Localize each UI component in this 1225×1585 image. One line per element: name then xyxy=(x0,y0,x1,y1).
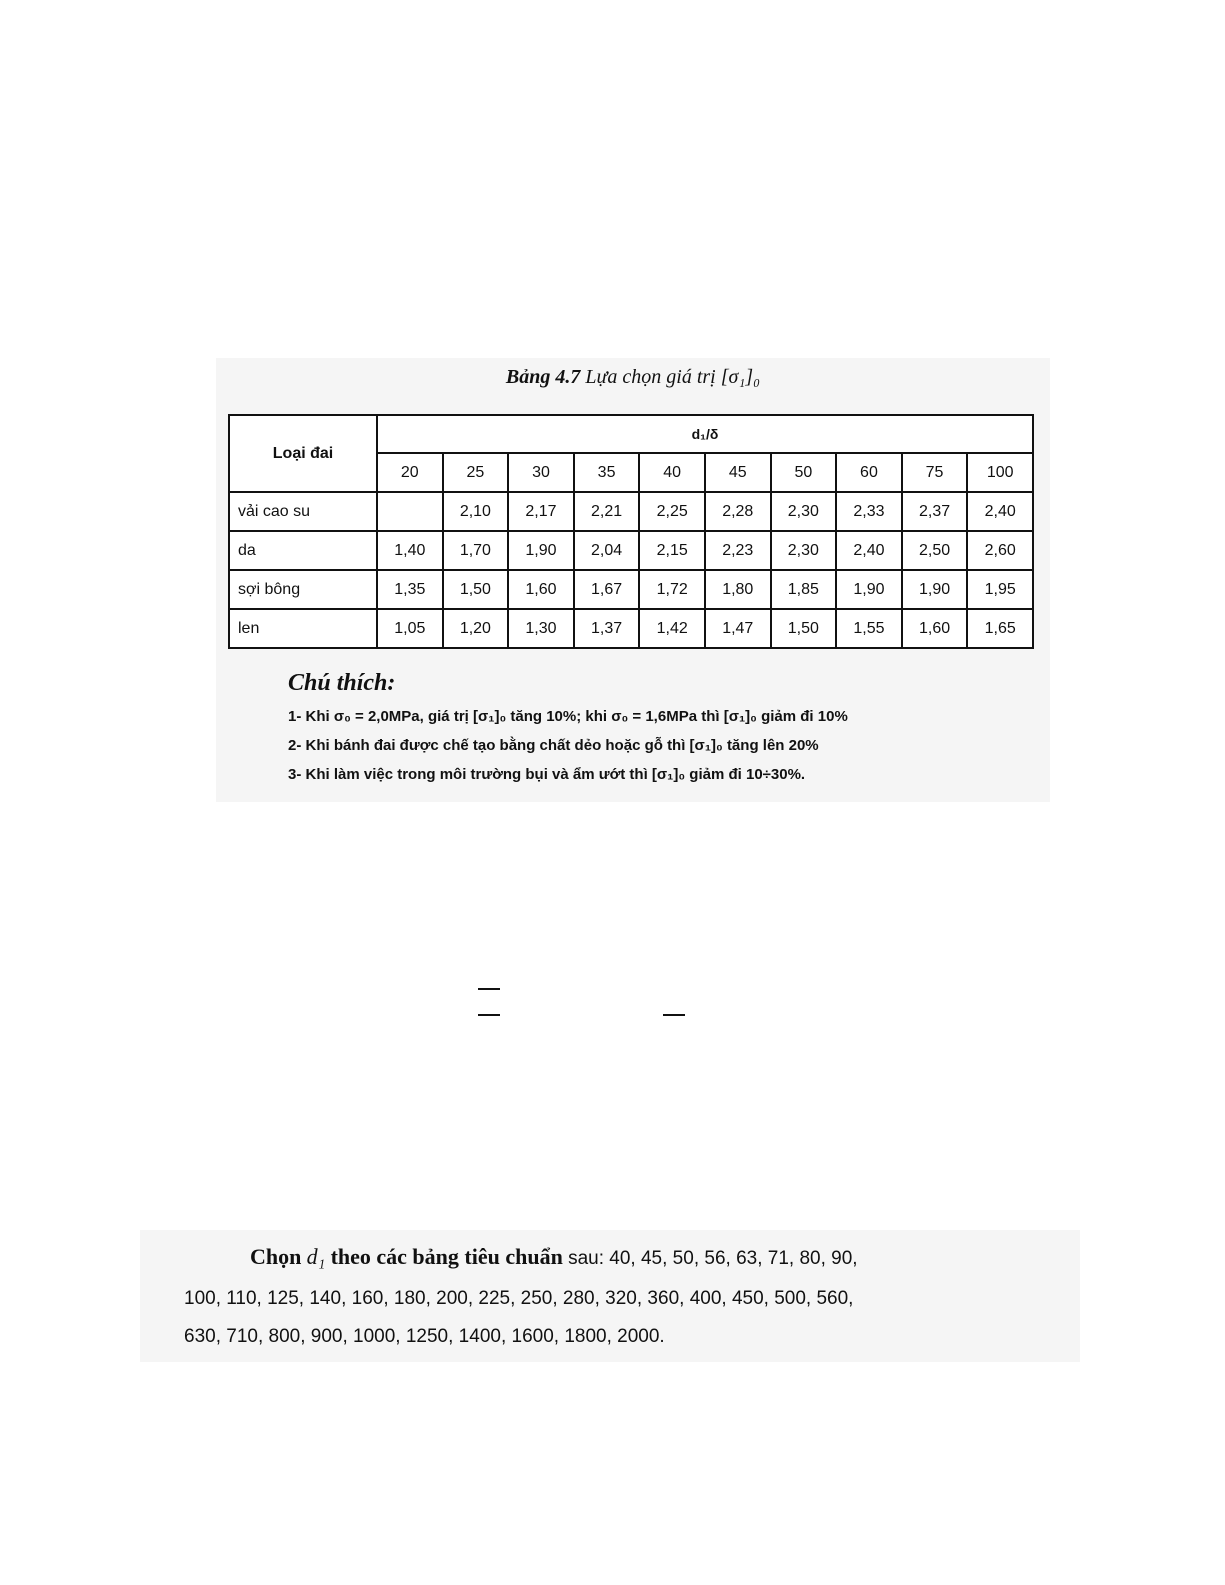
table-row xyxy=(229,609,1033,648)
table-cell: 1,55 xyxy=(836,609,902,648)
table-cell: 1,65 xyxy=(967,609,1033,648)
table-row xyxy=(229,492,1033,531)
table-cell: 2,33 xyxy=(836,492,902,531)
table-cell: 2,28 xyxy=(705,492,771,531)
row-label: len xyxy=(229,609,377,648)
row-label: da xyxy=(229,531,377,570)
table-cell: 1,05 xyxy=(377,609,443,648)
table-cell: 1,95 xyxy=(967,570,1033,609)
table-cell: 2,15 xyxy=(639,531,705,570)
col-header: 45 xyxy=(705,453,771,492)
table-section xyxy=(216,358,1050,802)
table-row xyxy=(229,570,1033,609)
table-cell: 1,90 xyxy=(836,570,902,609)
table-cell: 1,50 xyxy=(443,570,509,609)
table-cell: 2,04 xyxy=(574,531,640,570)
row-label: sợi bông xyxy=(229,570,377,609)
col-header: 30 xyxy=(508,453,574,492)
table-cell: 1,90 xyxy=(902,570,968,609)
standard-line xyxy=(250,1244,858,1270)
table-cell: 1,80 xyxy=(705,570,771,609)
standard-values: sau: 40, 45, 50, 56, 63, 71, 80, 90, xyxy=(568,1248,858,1269)
col-header: 50 xyxy=(771,453,837,492)
col-header: 20 xyxy=(377,453,443,492)
table-cell: 1,85 xyxy=(771,570,837,609)
standard-line: 100, 110, 125, 140, 160, 180, 200, 225, 250, 280, 320, 360, 400, 450, 500, 560, xyxy=(184,1288,854,1309)
table-cell: 2,50 xyxy=(902,531,968,570)
col-header: 75 xyxy=(902,453,968,492)
table-cell: 2,25 xyxy=(639,492,705,531)
table-cell: 1,20 xyxy=(443,609,509,648)
stress-table xyxy=(228,414,1034,649)
note-item: 2- Khi bánh đai được chế tạo bằng chất dẻo hoặc gỗ thì [σ₁]₀ tăng lên 20% xyxy=(288,737,819,754)
table-cell xyxy=(377,492,443,531)
standard-line: 630, 710, 800, 900, 1000, 1250, 1400, 1600, 1800, 2000. xyxy=(184,1326,665,1347)
stray-dash xyxy=(478,1014,500,1016)
table-cell: 1,67 xyxy=(574,570,640,609)
col-header: 100 xyxy=(967,453,1033,492)
table-title: Lựa chọn giá trị [σ₁]₀ xyxy=(585,366,761,388)
note-item: 1- Khi σ₀ = 2,0MPa, giá trị [σ₁]₀ tăng 10%; khi σ₀ = 1,6MPa thì [σ₁]₀ giảm đi 10% xyxy=(288,708,848,725)
row-label: vải cao su xyxy=(229,492,377,531)
standard-variable: d₁ xyxy=(306,1244,326,1269)
stray-dash xyxy=(478,988,500,990)
table-cell: 1,50 xyxy=(771,609,837,648)
table-cell: 2,21 xyxy=(574,492,640,531)
col-header: 25 xyxy=(443,453,509,492)
header-row-1 xyxy=(229,415,1033,453)
table-cell: 1,72 xyxy=(639,570,705,609)
table-cell: 1,42 xyxy=(639,609,705,648)
table-cell: 2,40 xyxy=(836,531,902,570)
table-cell: 2,30 xyxy=(771,531,837,570)
table-cell: 2,17 xyxy=(508,492,574,531)
table-cell: 2,23 xyxy=(705,531,771,570)
standard-section xyxy=(140,1230,1080,1362)
table-cell: 1,60 xyxy=(508,570,574,609)
table-cell: 2,40 xyxy=(967,492,1033,531)
table-cell: 1,37 xyxy=(574,609,640,648)
table-cell: 1,60 xyxy=(902,609,968,648)
table-cell: 1,30 xyxy=(508,609,574,648)
table-row xyxy=(229,531,1033,570)
table-cell: 2,10 xyxy=(443,492,509,531)
stray-dash xyxy=(663,1014,685,1016)
table-cell: 1,40 xyxy=(377,531,443,570)
note-item: 3- Khi làm việc trong môi trường bụi và ẩm ướt thì [σ₁]₀ giảm đi 10÷30%. xyxy=(288,766,806,783)
col-header: 35 xyxy=(574,453,640,492)
table-cell: 1,90 xyxy=(508,531,574,570)
col-header: 60 xyxy=(836,453,902,492)
table-number: Bảng 4.7 xyxy=(505,366,581,388)
notes-title: Chú thích: xyxy=(288,670,396,696)
col-header: 40 xyxy=(639,453,705,492)
table-caption xyxy=(216,366,1050,389)
table-cell: 1,70 xyxy=(443,531,509,570)
standard-lead: Chọn xyxy=(250,1244,302,1269)
table-cell: 2,60 xyxy=(967,531,1033,570)
corner-header: Loại đai xyxy=(229,415,377,492)
table-cell: 1,47 xyxy=(705,609,771,648)
group-header: d₁/δ xyxy=(377,415,1033,453)
standard-lead-rest: theo các bảng tiêu chuẩn xyxy=(330,1244,563,1269)
table-cell: 2,30 xyxy=(771,492,837,531)
table-cell: 1,35 xyxy=(377,570,443,609)
table-cell: 2,37 xyxy=(902,492,968,531)
